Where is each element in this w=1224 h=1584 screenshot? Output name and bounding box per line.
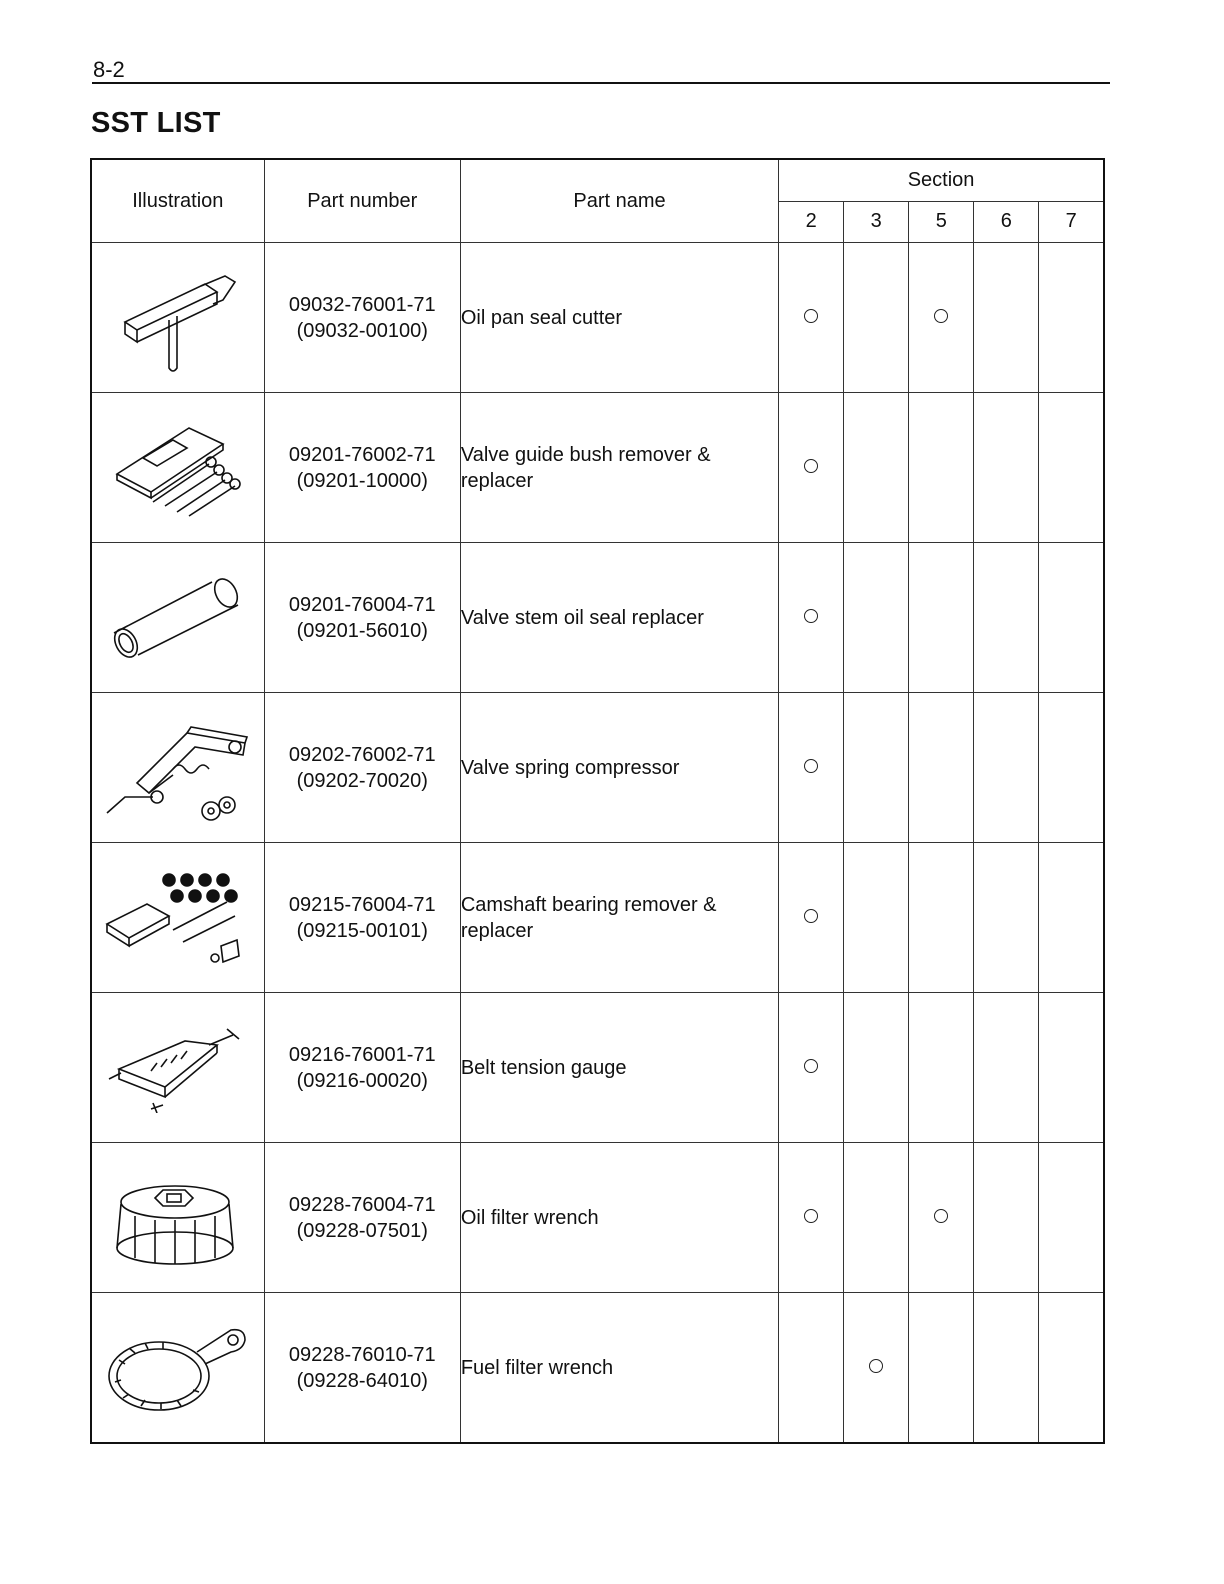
section-mark-cell [844,1293,909,1444]
part-number-cell [264,993,460,1143]
section-mark-cell [909,693,974,843]
section-mark-cell [974,393,1039,543]
section-mark-cell [974,243,1039,393]
oil-pan-seal-cutter-icon [113,258,243,378]
section-mark-cell [974,693,1039,843]
section-mark-cell [909,243,974,393]
illustration-cell [91,843,264,993]
table-row [91,693,1104,843]
header-illustration: Illustration [91,159,264,243]
section-mark-cell [909,543,974,693]
header-part-name: Part name [460,159,778,243]
section-applicable-mark [869,1359,883,1373]
part-name: Valve guide bush remover & replacer [460,393,778,543]
section-mark-cell [1039,243,1104,393]
section-mark-cell [1039,993,1104,1143]
header-section-number: 7 [1039,201,1104,243]
illustration-cell [91,393,264,543]
part-number: 09201-76004-71 [288,593,436,616]
table-row [91,993,1104,1143]
alt-part-number: (09202-70020) [296,769,428,792]
part-number-cell [264,243,460,393]
part-number: 09228-76004-71 [288,1193,436,1216]
illustration-cell [91,243,264,393]
section-applicable-mark [804,909,818,923]
part-number-cell [264,1143,460,1293]
illustration-cell [91,1143,264,1293]
page-number: 8-2 [93,57,125,82]
valve-spring-compressor-icon [103,713,253,823]
valve-guide-bush-tool-icon [113,418,243,518]
section-mark-cell [779,393,844,543]
header-section-number: 6 [974,201,1039,243]
section-mark-cell [1039,393,1104,543]
table-row [91,393,1104,543]
part-number-cell [264,1293,460,1444]
camshaft-bearing-tool-icon [103,868,253,968]
table-row [91,243,1104,393]
part-name: Belt tension gauge [460,993,778,1143]
part-name: Valve stem oil seal replacer [460,543,778,693]
alt-part-number: (09215-00101) [296,919,428,942]
section-applicable-mark [804,1209,818,1223]
part-name: Camshaft bearing remover & replacer [460,843,778,993]
page-title: SST LIST [91,107,221,139]
section-mark-cell [1039,843,1104,993]
alt-part-number: (09201-10000) [296,469,428,492]
header-section-number: 5 [909,201,974,243]
section-mark-cell [844,393,909,543]
part-name: Valve spring compressor [460,693,778,843]
section-mark-cell [779,693,844,843]
valve-stem-seal-replacer-icon [108,573,248,663]
section-mark-cell [974,843,1039,993]
part-number-cell [264,393,460,543]
section-mark-cell [779,1143,844,1293]
section-mark-cell [974,1143,1039,1293]
header-section-number: 3 [844,201,909,243]
section-mark-cell [844,843,909,993]
alt-part-number: (09228-64010) [296,1369,428,1392]
section-mark-cell [1039,1143,1104,1293]
header-section-number: 2 [779,201,844,243]
alt-part-number: (09032-00100) [296,319,428,342]
part-number-cell [264,543,460,693]
illustration-cell [91,543,264,693]
section-mark-cell [844,1143,909,1293]
part-name: Fuel filter wrench [460,1293,778,1444]
table-row [91,843,1104,993]
table-row [91,1143,1104,1293]
section-mark-cell [909,1143,974,1293]
section-mark-cell [974,1293,1039,1444]
section-mark-cell [844,693,909,843]
section-mark-cell [1039,1293,1104,1444]
part-number: 09215-76004-71 [288,893,436,916]
fuel-filter-wrench-icon [105,1320,250,1415]
part-number: 09202-76002-71 [288,743,436,766]
part-number: 09201-76002-71 [288,443,436,466]
section-mark-cell [779,543,844,693]
section-applicable-mark [804,459,818,473]
header-rule [92,82,1110,84]
illustration-cell [91,693,264,843]
section-mark-cell [1039,543,1104,693]
section-mark-cell [779,993,844,1143]
section-applicable-mark [804,759,818,773]
illustration-cell [91,1293,264,1444]
oil-filter-wrench-icon [113,1168,243,1268]
part-name: Oil filter wrench [460,1143,778,1293]
section-applicable-mark [804,309,818,323]
section-mark-cell [974,543,1039,693]
part-number: 09228-76010-71 [288,1343,436,1366]
part-number-cell [264,843,460,993]
section-mark-cell [844,243,909,393]
section-mark-cell [779,1293,844,1444]
header-part-number: Part number [264,159,460,243]
section-mark-cell [779,243,844,393]
table-row [91,1293,1104,1444]
section-mark-cell [844,543,909,693]
part-name: Oil pan seal cutter [460,243,778,393]
section-mark-cell [1039,693,1104,843]
sst-table [90,158,1105,1444]
part-number-cell [264,693,460,843]
alt-part-number: (09201-56010) [296,619,428,642]
section-mark-cell [909,393,974,543]
header-section: Section [779,159,1104,201]
section-mark-cell [909,993,974,1143]
section-mark-cell [909,1293,974,1444]
illustration-cell [91,993,264,1143]
table-row [91,543,1104,693]
section-mark-cell [974,993,1039,1143]
section-mark-cell [844,993,909,1143]
section-mark-cell [909,843,974,993]
part-number: 09032-76001-71 [288,293,436,316]
part-number: 09216-76001-71 [288,1043,436,1066]
section-applicable-mark [804,609,818,623]
section-applicable-mark [934,1209,948,1223]
section-applicable-mark [934,309,948,323]
alt-part-number: (09228-07501) [296,1219,428,1242]
belt-tension-gauge-icon [105,1023,250,1113]
section-applicable-mark [804,1059,818,1073]
alt-part-number: (09216-00020) [296,1069,428,1092]
section-mark-cell [779,843,844,993]
